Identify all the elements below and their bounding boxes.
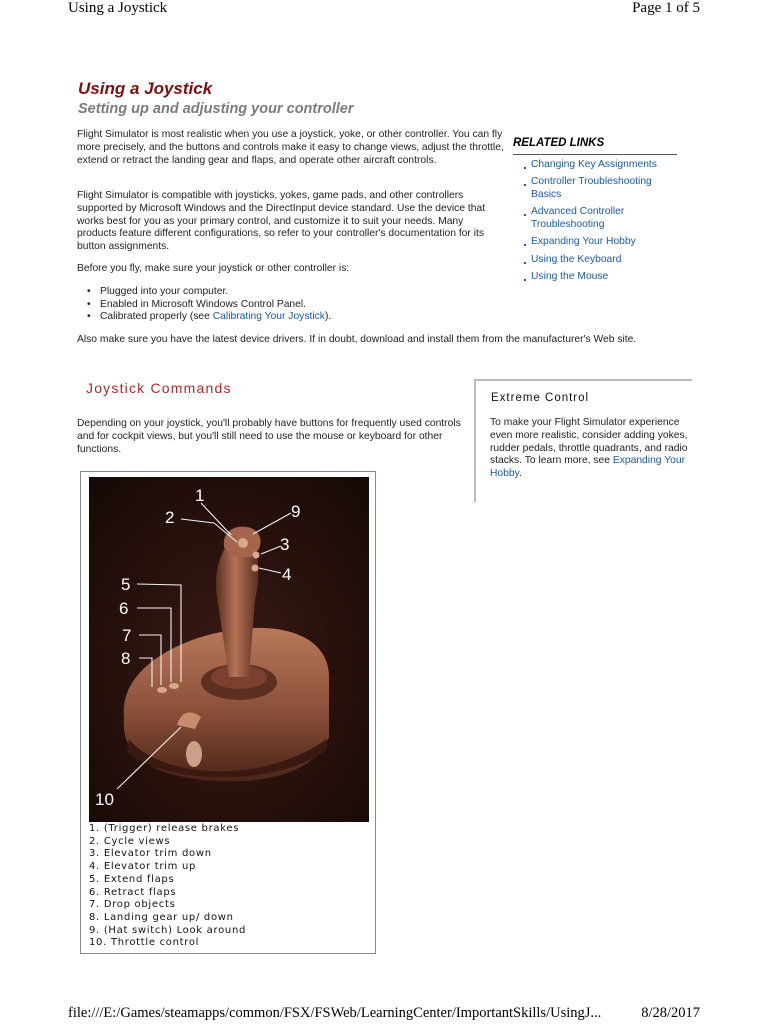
- checklist-intro: Before you fly, make sure your joystick or other controller is:: [77, 263, 350, 274]
- callout-label: 6: [119, 599, 129, 618]
- intro-paragraph: Flight Simulator is most realistic when you use a joystick, yoke, or other controller. You can fly more precisely, and the buttons and controls make it easy to change views, adjust the throttle, extend or retract the landing gear and flaps, and operate other aircraft controls.: [77, 129, 504, 166]
- related-link-expanding-your-hobby[interactable]: Expanding Your Hobby: [513, 236, 677, 249]
- related-links-title: RELATED LINKS: [513, 137, 677, 155]
- extreme-control-text: [490, 417, 690, 481]
- button-3: [253, 552, 260, 559]
- callout-label: 2: [165, 508, 175, 527]
- legend-item: 2. Cycle views: [89, 835, 171, 847]
- extreme-control-body: To make your Flight Simulator experience even more realistic, consider adding yokes, rudder pedals, throttle quadrants, and radio stacks. To learn more, see: [490, 417, 688, 467]
- related-links-list: [513, 159, 677, 284]
- legend-item: 5. Extend flaps: [89, 873, 175, 885]
- legend-item: 10. Throttle control: [89, 937, 200, 949]
- callout-label: 10: [95, 790, 114, 809]
- callout-label: 1: [195, 486, 205, 505]
- button-7: [157, 687, 167, 693]
- calibrating-joystick-link[interactable]: Calibrating Your Joystick: [212, 311, 325, 322]
- joystick-illustration: [89, 477, 369, 822]
- checklist-item: • Plugged into your computer.: [100, 286, 331, 299]
- button-6: [169, 683, 179, 689]
- checklist-item: • Enabled in Microsoft Windows Control Panel.: [100, 299, 331, 312]
- print-footer-url: file:///E:/Games/steamapps/common/FSX/FSWeb/LearningCenter/ImportantSkills/UsingJ...: [68, 1005, 602, 1021]
- related-link-using-the-mouse[interactable]: Using the Mouse: [513, 271, 677, 284]
- expanding-your-hobby-link[interactable]: Expanding Your Hobby: [490, 455, 686, 480]
- print-header-page-number: Page 1 of 5: [632, 0, 700, 16]
- page-title: Using a Joystick: [78, 79, 213, 98]
- legend-item: 3. Elevator trim down: [89, 848, 212, 860]
- extreme-control-suffix: .: [519, 468, 522, 480]
- joystick-commands-heading: Joystick Commands: [86, 380, 232, 396]
- callout-label: 7: [122, 626, 132, 645]
- checklist-item-suffix: ).: [324, 311, 332, 322]
- related-link-using-the-keyboard[interactable]: Using the Keyboard: [513, 254, 677, 267]
- extreme-control-title: Extreme Control: [491, 392, 590, 404]
- page-subtitle: Setting up and adjusting your controller: [78, 101, 354, 117]
- related-link-advanced-controller-troubleshooting[interactable]: Advanced Controller Troubleshooting: [513, 206, 677, 231]
- joystick-photo: [89, 477, 369, 822]
- joystick-legend: [89, 823, 246, 950]
- compatibility-paragraph: Flight Simulator is compatible with joysticks, yokes, game pads, and other controllers supported by Microsoft Windows and the DirectInput device standard. Use the device that works best for you as your primary control, and customize it to suit your needs. Many products feature different configurations, so refer to your controller's documentation for its button assignments.: [77, 190, 486, 253]
- callout-label: 9: [291, 502, 301, 521]
- print-footer-date: 8/28/2017: [641, 1005, 700, 1021]
- button-4: [252, 565, 259, 572]
- checklist: [100, 286, 331, 324]
- legend-item: 7. Drop objects: [89, 899, 176, 911]
- callout-label: 4: [282, 565, 292, 584]
- related-link-controller-troubleshooting-basics[interactable]: Controller Troubleshooting Basics: [513, 176, 677, 201]
- extreme-control-sidebar: [474, 379, 692, 502]
- joystick-commands-paragraph: Depending on your joystick, you'll probably have buttons for frequently used controls and for cockpit views, but you'll still need to use the mouse or keyboard for other functions.: [77, 418, 461, 455]
- print-header-title: Using a Joystick: [68, 0, 168, 16]
- legend-item: 8. Landing gear up/ down: [89, 911, 234, 923]
- legend-item: 1. (Trigger) release brakes: [89, 823, 240, 834]
- related-links-panel: [513, 137, 677, 289]
- hat-switch: [238, 538, 248, 548]
- callout-label: 8: [121, 649, 131, 668]
- drivers-paragraph: Also make sure you have the latest device drivers. If in doubt, download and install them from the manufacturer's Web site.: [77, 334, 637, 345]
- thumb-rest: [186, 741, 202, 767]
- callout-label: 5: [121, 575, 131, 594]
- joystick-figure: [80, 471, 376, 954]
- legend-item: 9. (Hat switch) Look around: [89, 924, 247, 936]
- checklist-item: [100, 311, 331, 324]
- legend-item: 6. Retract flaps: [89, 886, 177, 898]
- legend-item: 4. Elevator trim up: [89, 861, 197, 873]
- checklist-item-prefix: Calibrated properly (see: [100, 311, 213, 322]
- callout-label: 3: [280, 535, 290, 554]
- related-link-changing-key-assignments[interactable]: Changing Key Assignments: [513, 159, 677, 172]
